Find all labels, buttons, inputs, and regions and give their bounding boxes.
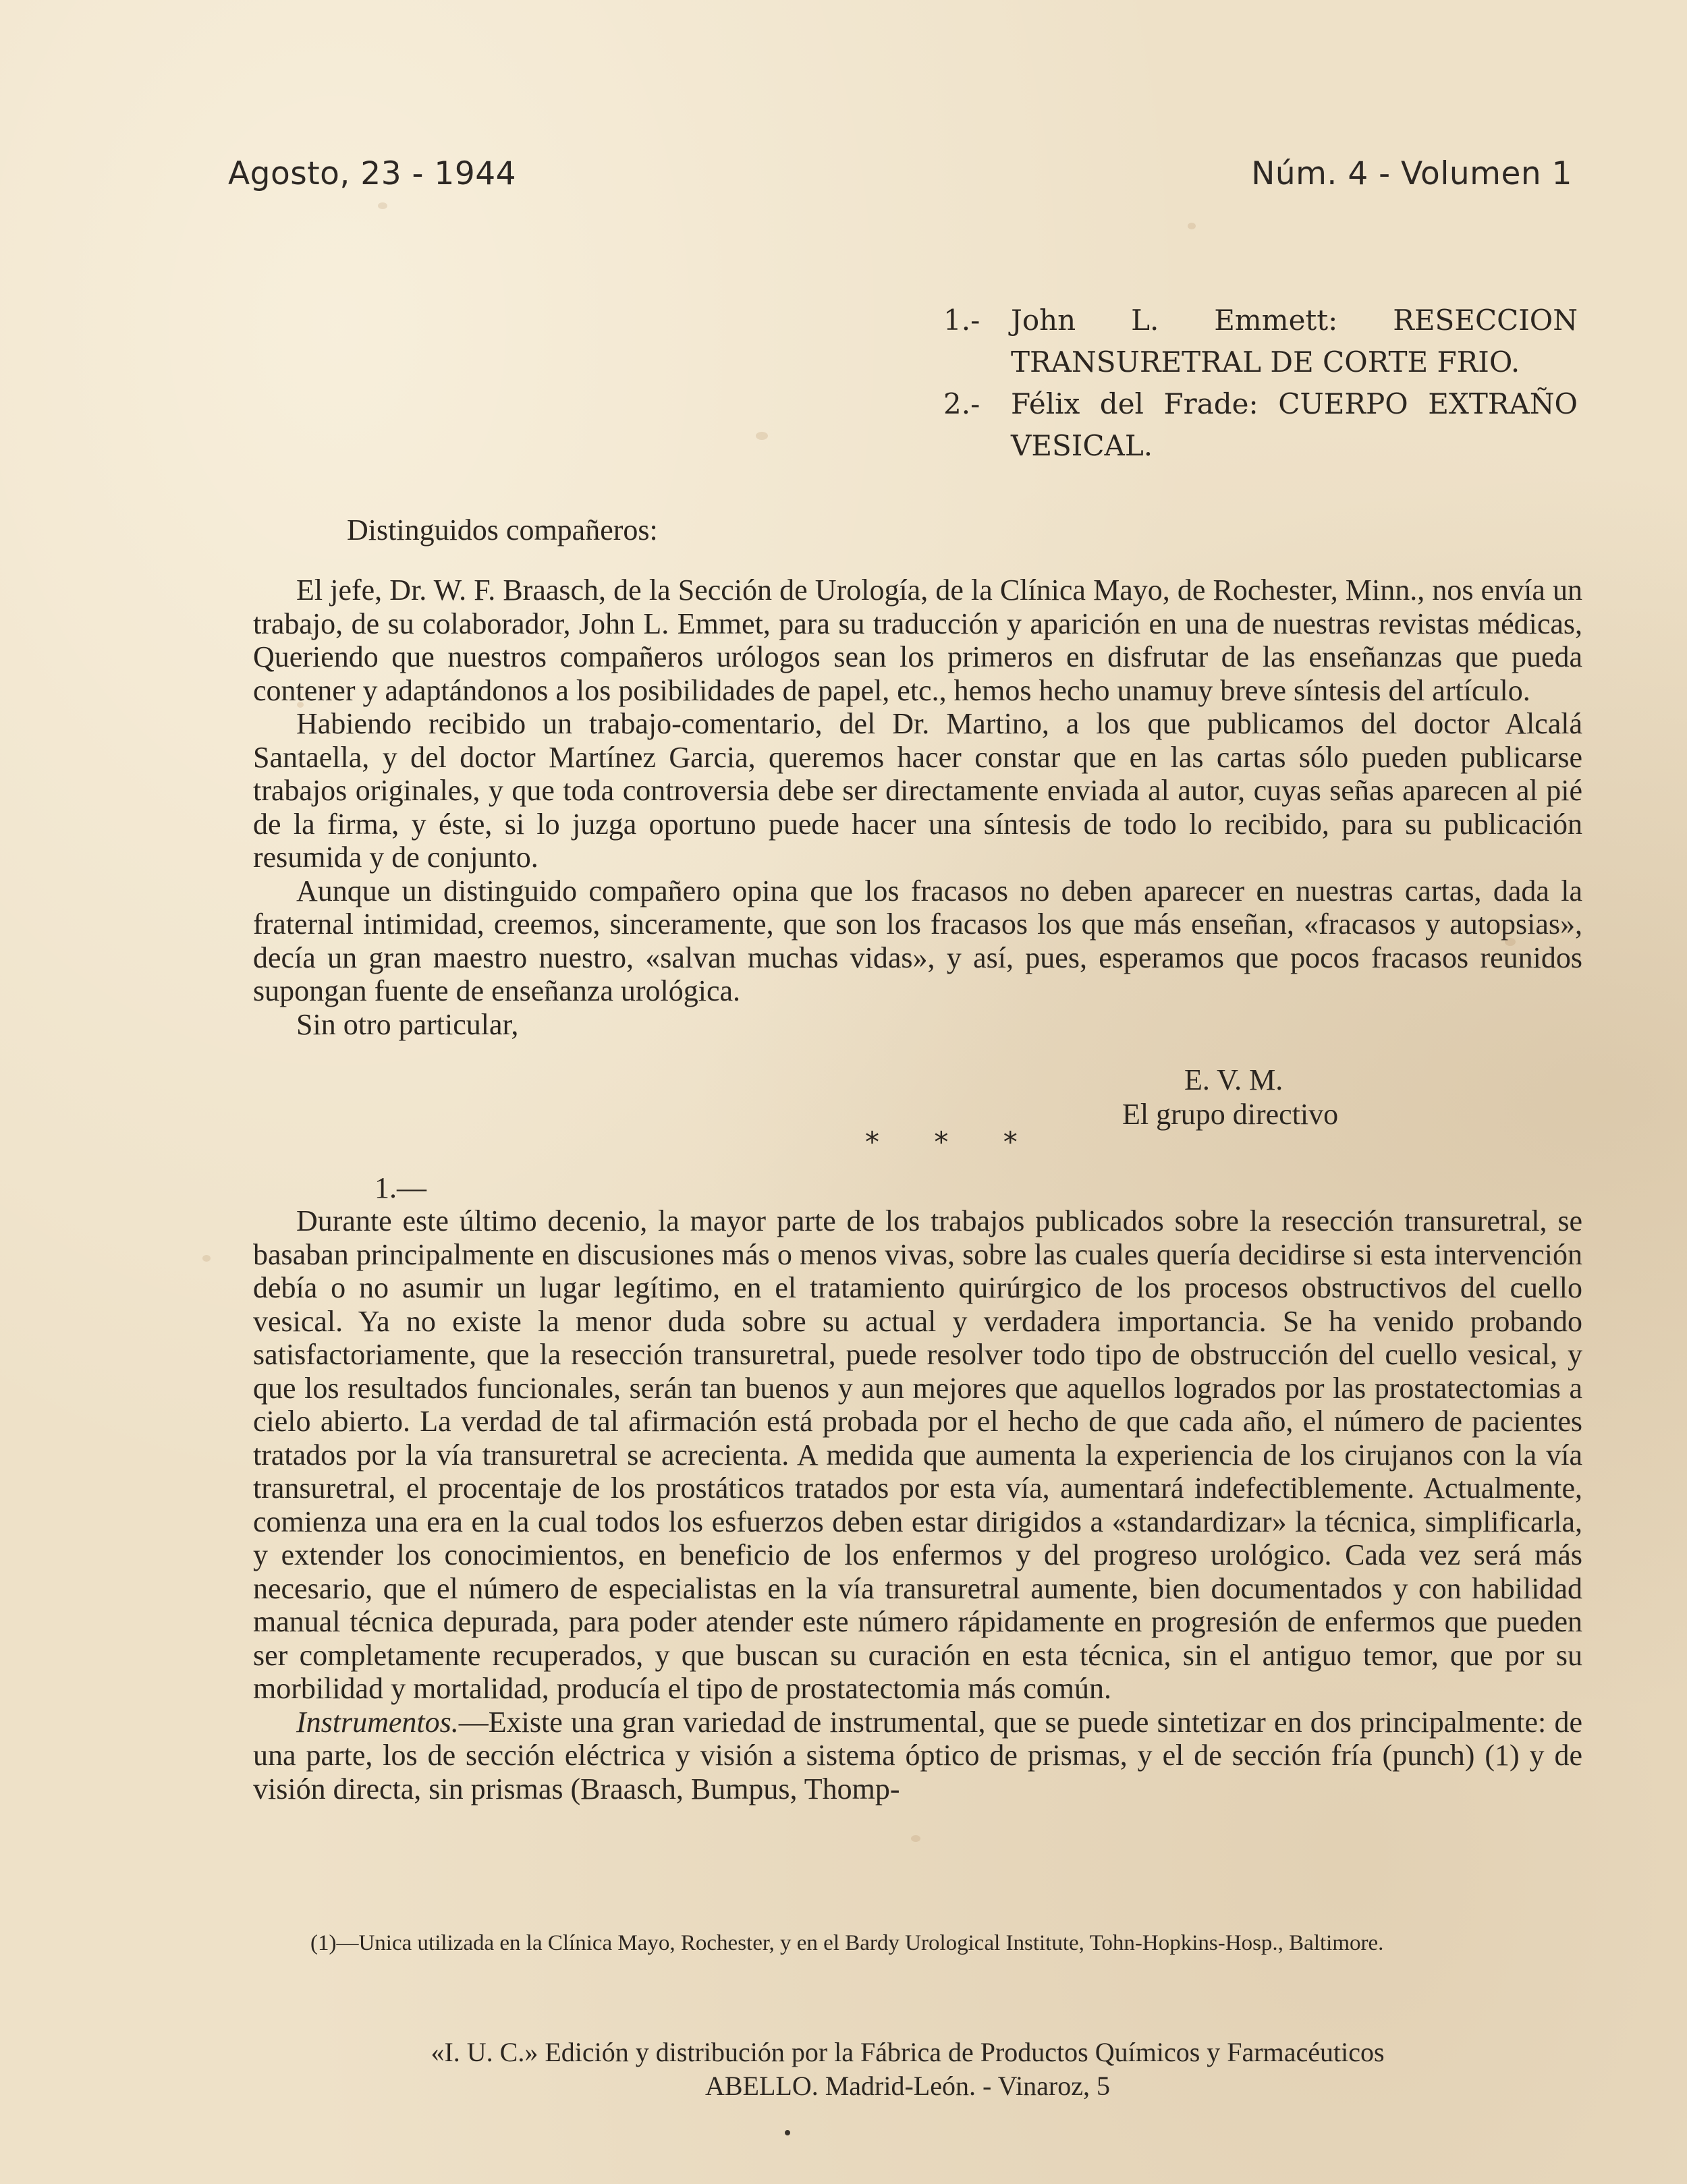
letter-paragraph: Aunque un distinguido compañero opina que los fracasos no deben aparecer en nuestras cartas, dada la fraternal intimidad, creemos, sinceramente, que son los fracasos los que más enseñan, «fracasos y autopsias», decía un gran maestro nuestro, «salvan muchas vidas», y así, pues, esperamos que pocos fracasos reunidos supongan fuente de enseñanza urológica.: [253, 874, 1582, 1007]
imprint-line-1: «I. U. C.» Edición y distribución por la Fábrica de Productos Químicos y Farmacéuticos: [431, 2037, 1385, 2067]
instruments-text: —Existe una gran variedad de instrumental, que se puede sintetizar en dos principalmente: de una parte, los de sección eléctrica y visión a sistema óptico de prismas, y el de sección fría (punch) (1) y de visión directa, sin prismas (Braasch, Bumpus, Thomp-: [253, 1705, 1582, 1805]
foxing-spot: [911, 1835, 920, 1842]
contents-item: [943, 383, 1578, 467]
imprint-line-2: ABELLO. Madrid-León. - Vinaroz, 5: [704, 2071, 1111, 2101]
contents-item-number: 2.-: [943, 387, 980, 420]
section-separator: * * *: [865, 1125, 1041, 1158]
article-body: [253, 1204, 1582, 1805]
foxing-spot: [202, 1255, 211, 1262]
footnote: (1)—Unica utilizada en la Clínica Mayo, Rochester, y en el Bardy Urological Institute, Tohn-Hopkins-Hosp., Baltimore.: [310, 1931, 1384, 1955]
instruments-paragraph: [253, 1706, 1582, 1806]
table-of-contents: [943, 300, 1578, 467]
section-number: 1.—: [375, 1171, 426, 1204]
issue-date: Agosto, 23 - 1944: [228, 155, 517, 192]
letter-paragraph: Habiendo recibido un trabajo-comentario, del Dr. Martino, a los que publicamos del doctor Alcalá Santaella, y del doctor Martínez Garcia, queremos hacer constar que en las cartas sólo pueden publicarse trabajos originales, y que toda controversia debe ser directamente enviada al autor, cuyas señas aparecen al pié de la firma, y éste, si lo juzga oportuno puede hacer una síntesis de todo lo recibido, para su publicación resumida y de conjunto.: [253, 707, 1582, 874]
letter-body: [253, 573, 1582, 1041]
foxing-spot: [756, 432, 768, 440]
contents-item-number: 1.-: [943, 304, 980, 337]
signature-initials: E. V. M.: [1184, 1063, 1283, 1096]
instruments-label: Instrumentos.: [296, 1705, 459, 1739]
contents-item-text: Félix del Frade: CUERPO EXTRAÑO VESICAL.: [1011, 387, 1578, 462]
letter-paragraph: Sin otro particular,: [296, 1007, 519, 1041]
letter-paragraph: El jefe, Dr. W. F. Braasch, de la Sección de Urología, de la Clínica Mayo, de Rochester, Minn., nos envía un trabajo, de su colaborador, John L. Emmet, para su traducción y aparición en una de nuestras revistas médicas, Queriendo que nuestros compañeros urólogos sean los primeros en disfrutar de las enseñanzas que pueda contener y adaptándonos a los posibilidades de papel, etc., hemos hecho unamuy breve síntesis del artículo.: [253, 573, 1582, 707]
page-dot: [785, 2130, 790, 2135]
contents-item-text: John L. Emmett: RESECCION TRANSURETRAL DE CORTE FRIO.: [1011, 304, 1578, 379]
signature-group: El grupo directivo: [1122, 1098, 1339, 1131]
foxing-spot: [1188, 223, 1196, 229]
salutation: Distinguidos compañeros:: [347, 513, 658, 547]
article-paragraph: Durante este último decenio, la mayor parte de los trabajos publicados sobre la resección transuretral, se basaban principalmente en discusiones más o menos vivas, sobre las cuales quería decidirse si esta intervención debía o no asumir un lugar legítimo, en el tratamiento quirúrgico de los procesos obstructivos del cuello vesical. Ya no existe la menor duda sobre su actual y verdadera importancia. Se ha venido probando satisfactoriamente, que la resección transuretral, puede resolver todo tipo de obstrucción del cuello vesical, y que los resultados funcionales, serán tan buenos y aun mejores que aquellos logrados por las prostatectomias a cielo abierto. La verdad de tal afirmación está probada por el hecho de que cada año, el número de pacientes tratados por la vía transuretral se acrecienta. A medida que aumenta la experiencia de los cirujanos con la vía transuretral, el procentaje de los prostáticos tratados por esta vía, aumentará indefectiblemente. Actualmente, comienza una era en la cual todos los esfuerzos deben estar dirigidos a «standardizar» la técnica, simplificarla, y extender los conocimientos, en beneficio de los enfermos y del progreso urológico. Cada vez será más necesario, que el número de especialistas en la vía transuretral aumente, bien documentados y con habilidad manual técnica depurada, para poder atender este número rápidamente en progresión de enfermos que pueden ser completamente recuperados, y que buscan su curación en esta técnica, sin el antiguo temor, que por su morbilidad y mortalidad, producía el tipo de prostatectomia más común.: [253, 1204, 1582, 1705]
issue-number: Núm. 4 - Volumen 1: [1251, 155, 1572, 192]
foxing-spot: [378, 202, 387, 209]
contents-item: [943, 300, 1578, 383]
